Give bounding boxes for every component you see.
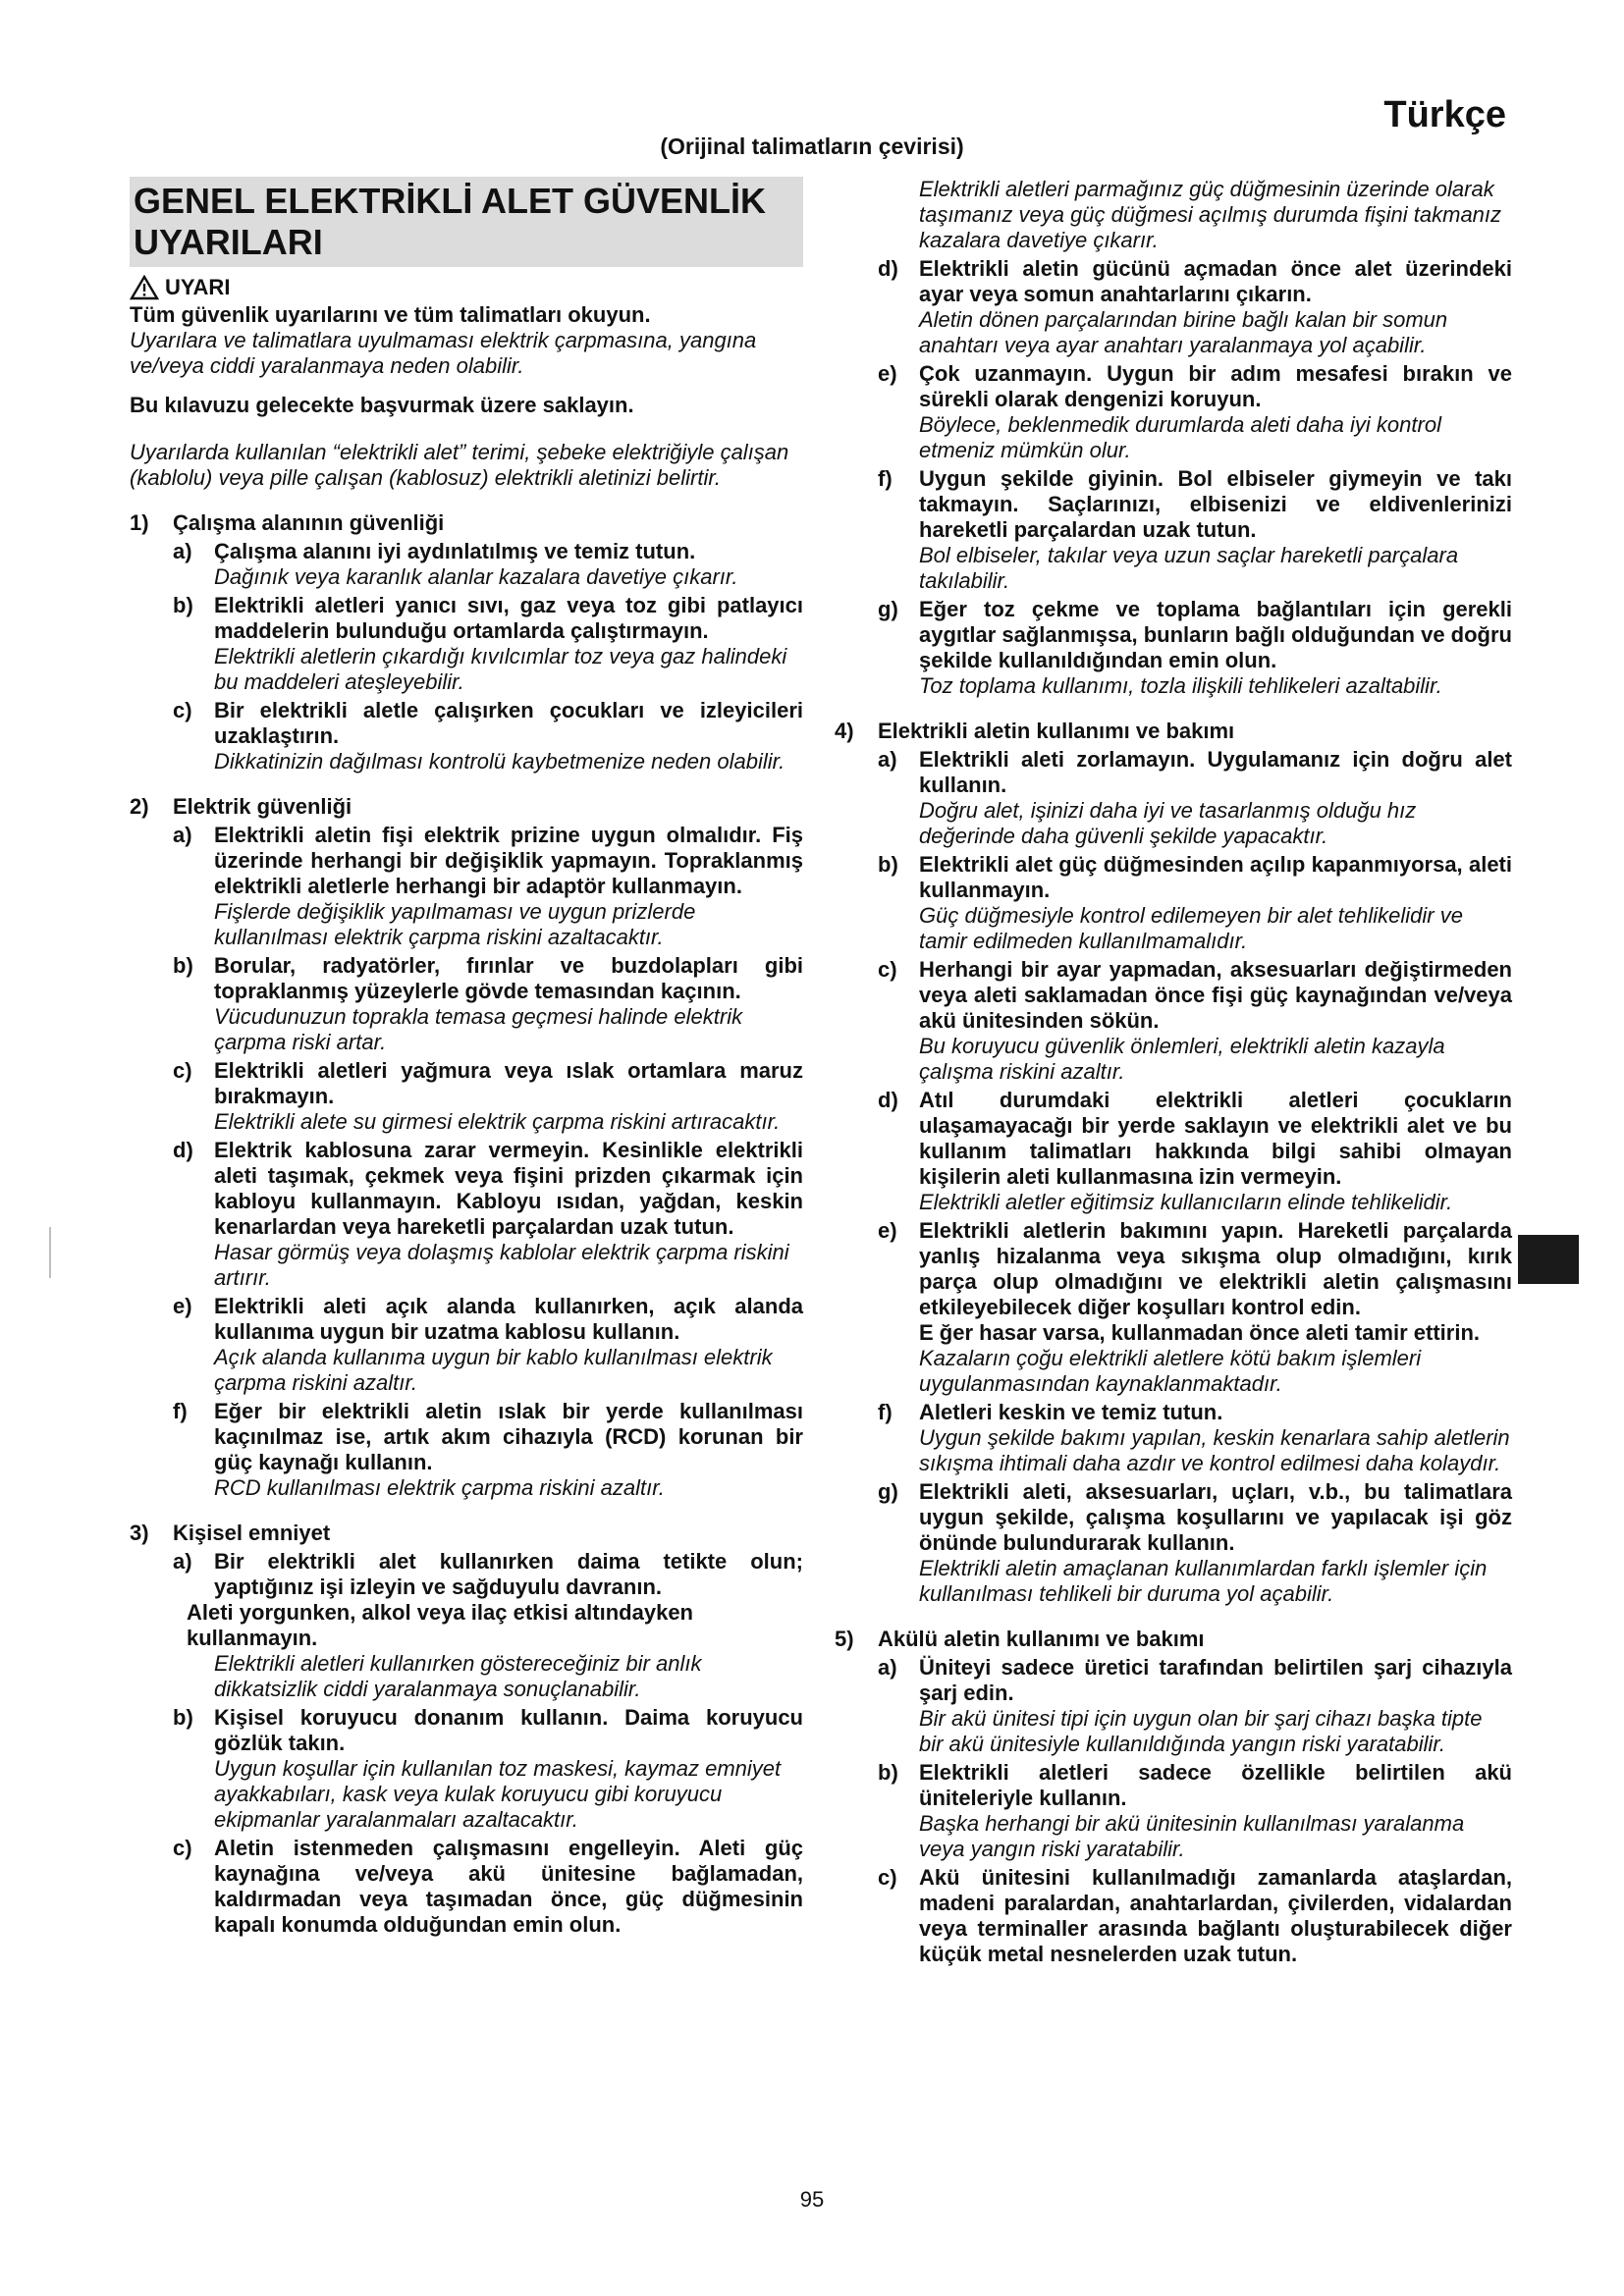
section-heading: 4) Elektrikli aletin kullanımı ve bakımı <box>835 719 1235 743</box>
translation-subtitle: (Orijinal talimatların çevirisi) <box>660 133 964 159</box>
list-item: d) Elektrikli aletin gücünü açmadan önce alet üzerindeki ayar veya somun anahtarlarını çıkarın. Aletin dönen parçalarından birine bağlı kalan bir somun anahtarı veya ayar anahtarı yaralanmaya yol açabilir. <box>878 256 1512 357</box>
list-item: e) Elektrikli aleti açık alanda kullanırken, açık alanda kullanıma uygun bir uzatma kablosu kullanın. Açık alanda kullanıma uygun bir kablo kullanılması elektrik çarpma riskini azaltır. <box>173 1294 803 1395</box>
list-item: a) Çalışma alanını iyi aydınlatılmış ve temiz tutun. Dağınık veya karanlık alanlar kazalara davetiye çıkarır. <box>173 539 738 589</box>
title-box <box>130 177 803 267</box>
warning-label: UYARI <box>165 275 231 299</box>
section-heading: 1) Çalışma alanının güvenliği <box>130 510 445 535</box>
list-item: e) Çok uzanmayın. Uygun bir adım mesafesi bırakın ve sürekli olarak dengenizi koruyun. Böylece, beklenmedik durumlarda aleti daha iyi kontrol etmeniz mümkün olur. <box>878 361 1512 462</box>
list-item: c) Bir elektrikli aletle çalışırken çocukları ve izleyicileri uzaklaştırın. Dikkatinizin dağılması kontrolü kaybetmenize neden olabilir. <box>173 698 803 774</box>
list-item: b) Kişisel koruyucu donanım kullanın. Daima koruyucu gözlük takın. Uygun koşullar için kullanılan toz maskesi, kaymaz emniyet ayakkabıları, kask veya kulak koruyucu gibi koruyucu ekipmanlar yaralanmaları azaltacaktır. <box>173 1705 803 1832</box>
page-number: 95 <box>799 2187 825 2212</box>
list-item: b) Elektrikli alet güç düğmesinden açılıp kapanmıyorsa, aleti kullanmayın. Güç düğmesiyle kontrol edilemeyen bir alet tehlikelidir ve tamir edilmeden kullanılmamalıdır. <box>878 852 1512 953</box>
list-item: a) Elektrikli aleti zorlamayın. Uygulamanız için doğru alet kullanın. Doğru alet, işinizi daha iyi ve tasarlanmış olduğu hız değerinde daha güvenli şekilde yapacaktır. <box>878 747 1512 848</box>
list-item: d) Elektrik kablosuna zarar vermeyin. Kesinlikle elektrikli aleti taşımak, çekmek veya fişini prizden çıkarmak için kabloyu kullanmayın. Kabloyu ısıdan, yağdan, keskin kenarlardan veya hareketli parçalardan uzak tutun. Hasar görmüş veya dolaşmış kablolar elektrik çarpma riskini artırır. <box>173 1138 803 1290</box>
warning-keep-manual: Bu kılavuzu gelecekte başvurmak üzere saklayın. <box>130 393 634 417</box>
list-item: b) Borular, radyatörler, fırınlar ve buzdolapları gibi topraklanmış yüzeylerle gövde temasından kaçının. Vücudunuzun toprakla temasa geçmesi halinde elektrik çarpma riski artar. <box>173 953 803 1054</box>
list-item: b) Elektrikli aletleri yanıcı sıvı, gaz veya toz gibi patlayıcı maddelerin bulunduğu ortamlarda çalıştırmayın. Elektrikli aletlerin çıkardığı kıvılcımlar toz veya gaz halindeki bu maddeleri ateşleyebilir. <box>173 593 803 694</box>
list-item: a) Üniteyi sadece üretici tarafından belirtilen şarj cihazıyla şarj edin. Bir akü ünitesi tipi için uygun olan bir şarj cihazı başka tipte bir akü ünitesiyle kullanıldığında yangın riski yaratabilir. <box>878 1655 1512 1756</box>
page-title: GENEL ELEKTRİKLİ ALET GÜVENLİK UYARILARI <box>134 181 767 262</box>
list-item: g) Eğer toz çekme ve toplama bağlantıları için gerekli aygıtlar sağlanmışsa, bunların bağlı olduğundan ve doğru şekilde kullanıldığından emin olun. Toz toplama kullanımı, tozla ilişkili tehlikeleri azaltabilir. <box>878 597 1512 698</box>
section-heading: 2) Elektrik güvenliği <box>130 794 352 819</box>
section-heading: 5) Akülü aletin kullanımı ve bakımı <box>835 1627 1205 1651</box>
list-item: c) Elektrikli aletleri yağmura veya ıslak ortamlara maruz bırakmayın. Elektrikli alete su girmesi elektrik çarpma riskini artıracaktır. <box>173 1058 803 1134</box>
list-item: d) Atıl durumdaki elektrikli aletleri çocukların ulaşamayacağı bir yerde saklayın ve elektrikli alet ve bu kullanım talimatları hakkında bilgi sahibi olmayan kişilerin aleti kullanmasına izin vermeyin. Elektrikli aletler eğitimsiz kullanıcıların elinde tehlikelidir. <box>878 1088 1512 1214</box>
left-column <box>130 177 803 1938</box>
right-column <box>835 177 1512 1967</box>
list-item: a) Bir elektrikli alet kullanırken daima tetikte olun; yaptığınız işi izleyin ve sağduyulu davranın. <box>173 1549 803 1599</box>
warning-triangle-icon <box>130 275 159 300</box>
warning-term-definition: Uyarılarda kullanılan “elektrikli alet” terimi, şebeke elektriğiyle çalışan (kablolu) veya pille çalışan (kablosuz) elektrikli aletinizi belirtir. <box>130 440 789 490</box>
section-heading: 3) Kişisel emniyet <box>130 1521 331 1545</box>
warning-consequence: Uyarılara ve talimatlara uyulmaması elektrik çarpmasına, yangına ve/veya ciddi yaralanmaya neden olabilir. <box>130 328 757 378</box>
list-item: f) Aletleri keskin ve temiz tutun. Uygun şekilde bakımı yapılan, keskin kenarlara sahip aletlerin sıkışma ihtimali daha azdır ve kontrol edilmesi daha kolaydır. <box>878 1400 1510 1475</box>
list-item-note: Elektrikli aletleri parmağınız güç düğmesinin üzerinde olarak taşımanız veya güç düğmesi açılmış durumda fişini takmanız kazalara davetiye çıkarır. <box>919 177 1502 252</box>
list-item: b) Elektrikli aletleri sadece özellikle belirtilen akü üniteleriyle kullanın. Başka herhangi bir akü ünitesinin kullanılması yaralanma veya yangın riski yaratabilir. <box>878 1760 1512 1861</box>
margin-mark <box>49 1227 51 1278</box>
list-item: g) Elektrikli aleti, aksesuarları, uçları, v.b., bu talimatlara uygun şekilde, çalışma koşullarını ve yapılacak işi göz önünde bulundurarak kullanın. Elektrikli aletin amaçlanan kullanımlardan farklı işlemler için kullanılması tehlikeli bir duruma yol açabilir. <box>878 1479 1512 1606</box>
language-heading: Türkçe <box>1383 94 1506 135</box>
list-item: c) Akü ünitesini kullanılmadığı zamanlarda ataşlardan, madeni paralardan, anahtarlardan, çivilerden, vidalardan veya terminaller arasında bağlantı oluşturabilecek diğer küçük metal nesnelerden uzak tutun. <box>878 1865 1512 1966</box>
thumb-index-tab <box>1518 1235 1579 1284</box>
list-item-note: Elektrikli aletleri kullanırken göstereceğiniz bir anlık dikkatsizlik ciddi yaralanmaya sonuçlanabilir. <box>214 1651 702 1701</box>
warning-header <box>130 275 803 300</box>
list-item: f) Eğer bir elektrikli aletin ıslak bir yerde kullanılması kaçınılmaz ise, artık akım cihazıyla (RCD) korunan bir güç kaynağı kullanın. RCD kullanılması elektrik çarpma riskini azaltır. <box>173 1399 803 1500</box>
warning-read-all: Tüm güvenlik uyarılarını ve tüm talimatları okuyun. <box>130 302 651 327</box>
list-item: f) Uygun şekilde giyinin. Bol elbiseler giymeyin ve takı takmayın. Saçlarınızı, elbisenizi ve eldivenlerinizi hareketli parçalardan uzak tutun. Bol elbiseler, takılar veya uzun saçlar hareketli parçalara takılabilir. <box>878 466 1512 593</box>
list-item: a) Elektrikli aletin fişi elektrik prizine uygun olmalıdır. Fiş üzerinde herhangi bir değişiklik yapmayın. Topraklanmış elektrikli aletlerle herhangi bir adaptör kullanmayın. Fişlerde değişiklik yapılmaması ve uygun prizlerde kullanılması elektrik çarpma riskini azaltacaktır. <box>173 823 803 949</box>
list-item: e) Elektrikli aletlerin bakımını yapın. Hareketli parçalarda yanlış hizalanma veya sıkışma olup olmadığını, kırık parça olup olmadığını ve elektrikli aletin çalışmasını etkileyebilecek diğer koşulları kontrol edin. E ğer hasar varsa, kullanmadan önce aleti tamir ettirin. Kazaların çoğu elektrikli aletlere kötü bakım işlemleri uygulanmasından kaynaklanmaktadır. <box>878 1218 1512 1396</box>
list-item-continuation: Aleti yorgunken, alkol veya ilaç etkisi altındayken kullanmayın. <box>187 1600 693 1650</box>
list-item: c) Herhangi bir ayar yapmadan, aksesuarları değiştirmeden veya aleti saklamadan önce fişi güç kaynağından ve/veya akü ünitesinden sökün. Bu koruyucu güvenlik önlemleri, elektrikli aletin kazayla çalışma riskini azaltır. <box>878 957 1512 1084</box>
list-item: c) Aletin istenmeden çalışmasını engelleyin. Aleti güç kaynağına ve/veya akü ünitesine bağlamadan, kaldırmadan veya taşımadan önce, güç düğmesinin kapalı konumda olduğundan emin olun. <box>173 1836 803 1937</box>
